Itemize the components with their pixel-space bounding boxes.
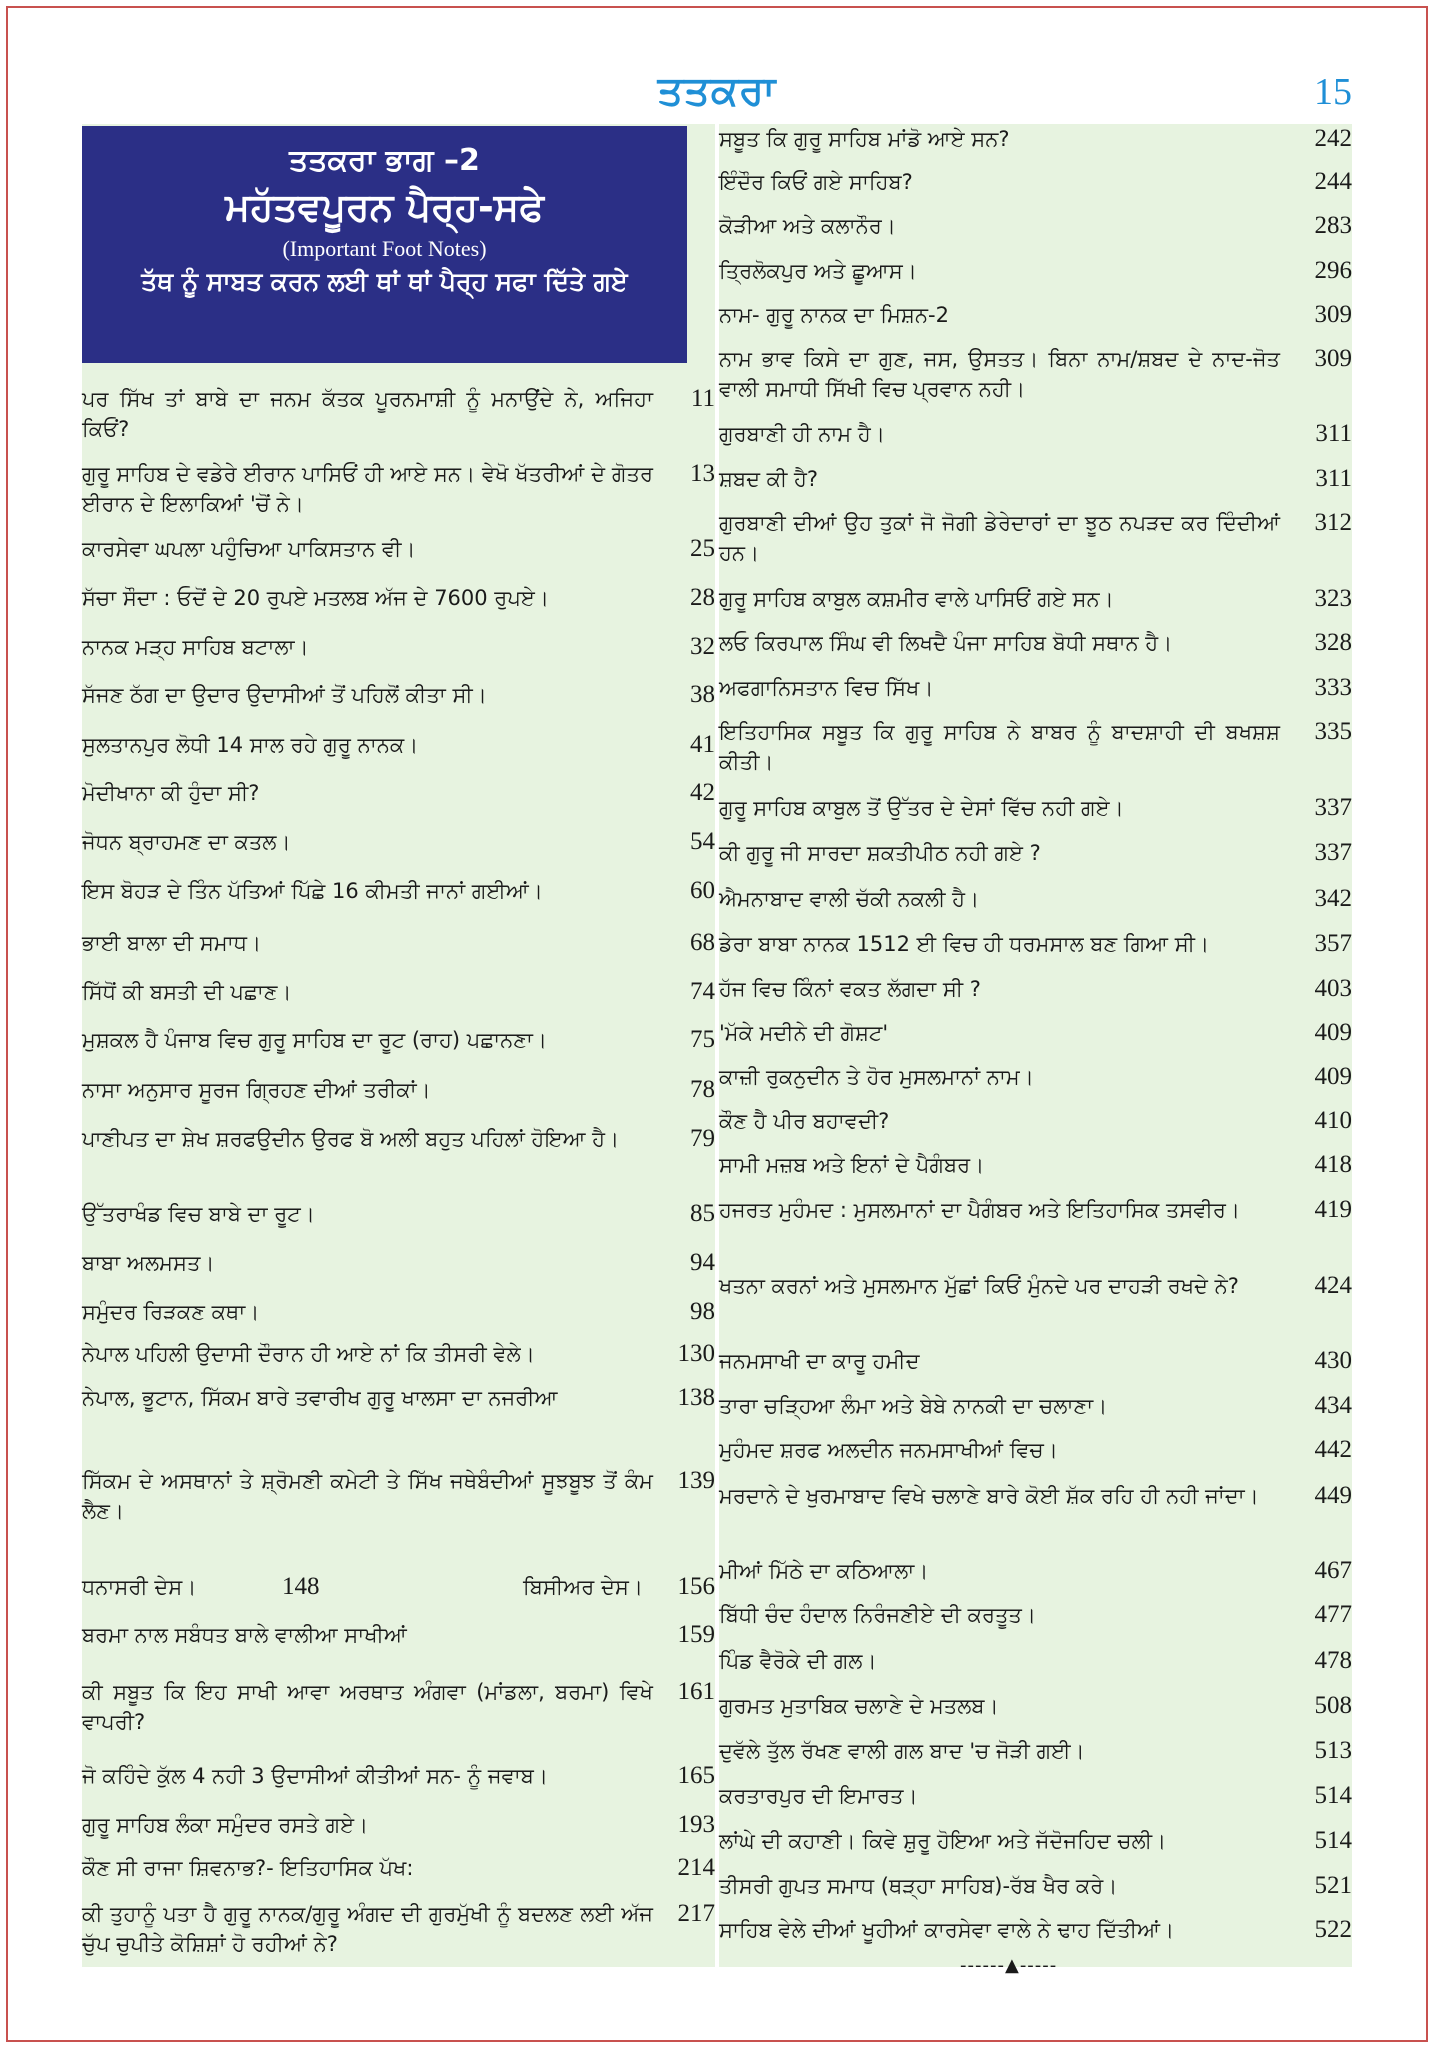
entry-title: ਇਸ ਬੋਹੜ ਦੇ ਤਿੰਨ ਪੱਤਿਆਂ ਪਿੱਛੇ 16 ਕੀਮਤੀ ਜਾਨਾਂ ਗਈਆਂ। [82, 879, 543, 903]
entry-page: 94 [690, 1249, 715, 1276]
entry-title: ਗੁਰਬਾਣੀ ਹੀ ਨਾਮ ਹੈ। [719, 422, 885, 446]
toc-entry[interactable] [719, 1346, 1352, 1376]
entry-title: ਬਰਮਾ ਨਾਲ ਸਬੰਧਤ ਬਾਲੇ ਵਾਲੀਆ ਸਾਖੀਆਂ [82, 1623, 407, 1647]
entry-page: 283 [1314, 212, 1352, 239]
entry-title: ਕੀ ਗੁਰੂ ਜੀ ਸਾਰਦਾ ਸ਼ਕਤੀਪੀਠ ਨਹੀ ਗਏ ? [719, 841, 1041, 865]
toc-entry[interactable] [719, 1781, 1352, 1811]
entry-title: ਲਾਂਘੇ ਦੀ ਕਹਾਣੀ। ਕਿਵੇ ਸ਼ੁਰੂ ਹੋਇਆ ਅਤੇ ਜੱਦੋਜਹਿਦ ਚਲੀ। [719, 1829, 1167, 1853]
entry-title: ਧਨਾਸਰੀ ਦੇਸ। [82, 1575, 197, 1599]
toc-entry[interactable] [719, 974, 1352, 1004]
section-subtitle: ਤੱਥ ਨੂੰ ਸਾਬਤ ਕਰਨ ਲਈ ਥਾਂ ਥਾਂ ਪੈਰ੍ਹ ਸਫਾ ਦਿੱਤੇ ਗਏ [141, 267, 628, 296]
entry-page: 357 [1314, 930, 1352, 957]
toc-entry[interactable] [719, 1195, 1352, 1225]
entry-title: ਪਿੰਡ ਵੈਰੋਕੇ ਦੀ ਗਲ। [719, 1649, 877, 1673]
entry-page: 242 [1314, 125, 1352, 152]
toc-entry[interactable] [719, 1600, 1352, 1630]
entry-page: 193 [677, 1811, 715, 1838]
entry-title: ਤਾਰਾ ਚੜ੍ਹਿਆ ਲੰਮਾ ਅਤੇ ਬੇਬੇ ਨਾਨਕੀ ਦਾ ਚਲਾਣਾ। [719, 1394, 1108, 1418]
entry-page: 342 [1314, 885, 1352, 912]
toc-entry[interactable] [82, 778, 715, 808]
toc-entry[interactable] [82, 730, 715, 760]
toc-entry[interactable] [719, 1106, 1352, 1136]
entry-page: 312 [1314, 509, 1352, 536]
entry-page: 521 [1314, 1872, 1352, 1899]
toc-entry[interactable] [719, 1271, 1352, 1301]
entry-page: 159 [677, 1621, 715, 1648]
toc-entry[interactable] [719, 717, 1352, 777]
entry-page: 139 [677, 1467, 715, 1494]
toc-entry[interactable] [719, 344, 1352, 404]
entry-title: ਗੁਰੂ ਸਾਹਿਬ ਲੰਕਾ ਸਮੁੰਦਰ ਰਸਤੇ ਗਏ। [82, 1813, 369, 1837]
entry-title: ਮਰਦਾਨੇ ਦੇ ਖੁਰਮਾਬਾਦ ਵਿਖੇ ਚਲਾਣੇ ਬਾਰੇ ਕੋਈ ਸ਼ੱਕ ਰਹਿ ਹੀ ਨਹੀ ਜਾਂਦਾ। [719, 1484, 1259, 1508]
toc-entry[interactable] [719, 167, 1352, 197]
entry-title: ਸਾਮੀ ਮਜ਼ਬ ਅਤੇ ਇਨਾਂ ਦੇ ਪੈਗੰਬਰ। [719, 1153, 985, 1177]
toc-entry[interactable] [719, 1435, 1352, 1465]
entry-page: 508 [1314, 1692, 1352, 1719]
entry-page: 311 [1315, 465, 1352, 492]
toc-entry[interactable] [82, 1025, 715, 1055]
entry-title: ਪਾਣੀਪਤ ਦਾ ਸ਼ੇਖ ਸ਼ਰਫਉਦੀਨ ਉਰਫ ਬੋ ਅਲੀ ਬਹੁਤ ਪਹਿਲਾਂ ਹੋਇਆ ਹੈ। [82, 1127, 620, 1151]
entry-page: 296 [1314, 257, 1352, 284]
toc-entry[interactable] [82, 1899, 715, 1959]
entry-title: ਕੌਣ ਹੈ ਪੀਰ ਬਹਾਵਦੀ? [719, 1109, 890, 1133]
toc-entry[interactable] [82, 583, 715, 613]
entry-title: ਹਜਰਤ ਮੁਹੰਮਦ : ਮੁਸਲਮਾਨਾਂ ਦਾ ਪੈਗੰਬਰ ਅਤੇ ਇਤਿਹਾਸਿਕ ਤਸਵੀਰ। [719, 1198, 1241, 1222]
entry-page: 410 [1314, 1107, 1352, 1134]
entry-page: 328 [1314, 629, 1352, 656]
toc-entry[interactable] [82, 534, 715, 564]
entry-title: ਤੀਸਰੀ ਗੁਪਤ ਸਮਾਧ (ਥੜ੍ਹਾ ਸਾਹਿਬ)-ਰੱਬ ਖੈਰ ਕਰੇ। [719, 1874, 1118, 1898]
entry-title: ਮੁਹੰਮਦ ਸ਼ਰਫ ਅਲਦੀਨ ਜਨਮਸਾਖੀਆਂ ਵਿਚ। [719, 1438, 1058, 1462]
toc-entry[interactable] [719, 1736, 1352, 1766]
entry-title: ਹੱਜ ਵਿਚ ਕਿੰਨਾਂ ਵਕਤ ਲੱਗਦਾ ਸੀ ? [719, 977, 981, 1001]
toc-entry[interactable] [82, 1339, 715, 1369]
entry-page: 28 [690, 584, 715, 611]
entry-page: 78 [690, 1076, 715, 1103]
entry-page: 38 [690, 681, 715, 708]
entry-title: ਨਾਮ ਭਾਵ ਕਿਸੇ ਦਾ ਗੁਣ, ਜਸ, ਉਸਤਤ। ਬਿਨਾ ਨਾਮ/ਸ਼ਬਦ ਦੇ ਨਾਦ-ਜੋਤ ਵਾਲੀ ਸਮਾਧੀ ਸਿੱਖੀ ਵਿਚ ਪ੍ਰਵਾਨ ਨਹੀ। [719, 347, 1280, 401]
entry-page: 11 [690, 385, 715, 412]
entry-page: 32 [690, 633, 715, 660]
entry-title: ਜੋ ਕਹਿੰਦੇ ਕੁੱਲ 4 ਨਹੀ 3 ਉਦਾਸੀਆਂ ਕੀਤੀਆਂ ਸਨ- ਨੂੰ ਜਵਾਬ। [82, 1764, 549, 1788]
entry-page: 449 [1314, 1482, 1352, 1509]
entry-title: ਗੁਰੂ ਸਾਹਿਬ ਕਾਬੁਲ ਕਸ਼ਮੀਰ ਵਾਲੇ ਪਾਸਿਓਂ ਗਏ ਸਨ। [719, 587, 1114, 611]
toc-entry[interactable] [719, 838, 1352, 868]
entry-title: ਬਿਸੀਅਰ ਦੇਸ। [523, 1575, 643, 1599]
entry-title: ਸਬੂਤ ਕਿ ਗੁਰੂ ਸਾਹਿਬ ਮਾਂਡੋ ਆਏ ਸਨ? [719, 127, 1010, 151]
entry-page: 514 [1314, 1782, 1352, 1809]
entry-title: ਬਾਬਾ ਅਲਮਸਤ। [82, 1251, 215, 1275]
section-header [82, 126, 687, 363]
entry-title: ਮੁਸ਼ਕਲ ਹੈ ਪੰਜਾਬ ਵਿਚ ਗੁਰੂ ਸਾਹਿਬ ਦਾ ਰੂਟ (ਰਾਹ) ਪਛਾਨਣਾ। [82, 1028, 548, 1052]
entry-page: 337 [1314, 794, 1352, 821]
entry-page: 409 [1314, 1063, 1352, 1090]
toc-entry[interactable] [719, 1481, 1352, 1511]
entry-title: ਮੋਦੀਖਾਨਾ ਕੀ ਹੁੰਦਾ ਸੀ? [82, 781, 260, 805]
entry-page: 478 [1314, 1647, 1352, 1674]
entry-title: ਸਮੁੰਦਰ ਰਿੜਕਣ ਕਥਾ। [82, 1300, 260, 1324]
toc-entry[interactable] [719, 1691, 1352, 1721]
toc-entry[interactable] [719, 793, 1352, 823]
entry-title: ਗੁਰੂ ਸਾਹਿਬ ਦੇ ਵਡੇਰੇ ਈਰਾਨ ਪਾਸਿਓਂ ਹੀ ਆਏ ਸਨ। ਵੇਖੋ ਖੱਤਰੀਆਂ ਦੇ ਗੋਤਰ ਈਰਾਨ ਦੇ ਇਲਾਕਿਆਂ 'ਚੋਂ ਨੇ। [82, 462, 653, 516]
entry-page: 333 [1314, 674, 1352, 701]
entry-title: ਮੀਆਂ ਮਿੱਠੇ ਦਾ ਕਠਿਆਲਾ। [719, 1559, 929, 1583]
toc-entry[interactable] [719, 884, 1352, 914]
entry-page: 442 [1314, 1436, 1352, 1463]
page-number: 15 [1314, 71, 1352, 113]
toc-entry[interactable] [719, 256, 1352, 286]
toc-entry[interactable] [82, 1761, 715, 1791]
entry-page: 42 [690, 779, 715, 806]
entry-page: 85 [690, 1200, 715, 1227]
toc-entry[interactable] [82, 1383, 715, 1413]
toc-entry[interactable] [82, 1810, 715, 1840]
entry-page: 68 [690, 929, 715, 956]
entry-title: ਭਾਈ ਬਾਲਾ ਦੀ ਸਮਾਧ। [82, 931, 262, 955]
toc-entry[interactable] [719, 1915, 1352, 1945]
entry-page: 309 [1314, 301, 1352, 328]
entry-page: 311 [1315, 420, 1352, 447]
entry-title: ਨੇਪਾਲ, ਭੂਟਾਨ, ਸਿੱਕਮ ਬਾਰੇ ਤਵਾਰੀਖ ਗੁਰੂ ਖਾਲਸਾ ਦਾ ਨਜਰੀਆ [82, 1386, 558, 1410]
entry-page: 335 [1314, 718, 1352, 745]
entry-title: ਸਿੱਧੋਂ ਕੀ ਬਸਤੀ ਦੀ ਪਛਾਣ। [82, 980, 292, 1004]
entry-page: 25 [690, 535, 715, 562]
entry-title: ਸੱਚਾ ਸੌਦਾ : ਓਦੋਂ ਦੇ 20 ਰੁਪਏ ਮਤਲਬ ਅੱਜ ਦੇ 7600 ਰੁਪਏ। [82, 586, 549, 610]
entry-page: 418 [1314, 1151, 1352, 1178]
entry-title: ਡੇਰਾ ਬਾਬਾ ਨਾਨਕ 1512 ਈ ਵਿਚ ਹੀ ਧਰਮਸਾਲ ਬਣ ਗਿਆ ਸੀ। [719, 932, 1210, 956]
entry-page: 60 [690, 877, 715, 904]
entry-page: 161 [677, 1678, 715, 1705]
entry-title: ਨਾਸਾ ਅਨੁਸਾਰ ਸੂਰਜ ਗ੍ਰਿਹਣ ਦੀਆਂ ਤਰੀਕਾਂ। [82, 1078, 431, 1102]
entry-title: ਕਾਜ਼ੀ ਰੁਕਨੁਦੀਨ ਤੇ ਹੋਰ ਮੁਸਲਮਾਨਾਂ ਨਾਮ। [719, 1065, 1034, 1089]
entry-title: ਪਰ ਸਿੱਖ ਤਾਂ ਬਾਬੇ ਦਾ ਜਨਮ ਕੱਤਕ ਪੂਰਨਮਾਸ਼ੀ ਨੂੰ ਮਨਾਉਂਦੇ ਨੇ, ਅਜਿਹਾ ਕਿਓਂ? [82, 387, 653, 441]
entry-page: 217 [677, 1900, 715, 1927]
entry-page: 156 [677, 1573, 715, 1600]
entry-page: 323 [1314, 585, 1352, 612]
toc-entry[interactable] [719, 464, 1352, 494]
entry-page: 138 [677, 1384, 715, 1411]
entry-page: 522 [1314, 1916, 1352, 1943]
toc-entry[interactable] [82, 1297, 715, 1327]
entry-page: 514 [1314, 1827, 1352, 1854]
toc-entry[interactable] [719, 1018, 1352, 1048]
left-column [82, 124, 715, 1967]
entry-title: ਇਤਿਹਾਸਿਕ ਸਬੂਤ ਕਿ ਗੁਰੂ ਸਾਹਿਬ ਨੇ ਬਾਬਰ ਨੂੰ ਬਾਦਸ਼ਾਹੀ ਦੀ ਬਖਸ਼ਸ਼ ਕੀਤੀ। [719, 720, 1280, 774]
entry-title: 'ਮੱਕੇ ਮਦੀਨੇ ਦੀ ਗੋਸ਼ਟ' [719, 1021, 889, 1045]
entry-page: 244 [1314, 168, 1352, 195]
entry-page: 214 [677, 1854, 715, 1881]
entry-title: ਉੱਤਰਾਖੰਡ ਵਿਚ ਬਾਬੇ ਦਾ ਰੂਟ। [82, 1202, 315, 1226]
toc-entry[interactable] [82, 1572, 715, 1602]
entry-title: ਸੁਲਤਾਨਪੁਰ ਲੋਧੀ 14 ਸਾਲ ਰਹੇ ਗੁਰੂ ਨਾਨਕ। [82, 733, 419, 757]
toc-entry[interactable] [82, 827, 715, 857]
entry-title: ਗੁਰਬਾਣੀ ਦੀਆਂ ਉਹ ਤੁਕਾਂ ਜੋ ਜੋਗੀ ਡੇਰੇਦਾਰਾਂ ਦਾ ਝੂਠ ਨਪੜਦ ਕਰ ਦਿੰਦੀਆਂ ਹਨ। [719, 511, 1280, 565]
entry-page: 13 [690, 460, 715, 487]
toc-entry[interactable] [82, 1620, 715, 1650]
entry-page: 74 [690, 978, 715, 1005]
entry-title: ਬਿੱਧੀ ਚੰਦ ਹੰਦਾਲ ਨਿਰੰਜਣੀਏ ਦੀ ਕਰਤੂਤ। [719, 1603, 1037, 1627]
toc-entry[interactable] [719, 628, 1352, 658]
toc-entry[interactable] [719, 1871, 1352, 1901]
toc-entry[interactable] [82, 1248, 715, 1278]
end-marker: ------▲----- [960, 1955, 1058, 1976]
toc-entry[interactable] [719, 1646, 1352, 1676]
toc-entry[interactable] [82, 1677, 715, 1737]
toc-entry[interactable] [82, 977, 715, 1007]
toc-entry[interactable] [82, 384, 715, 444]
toc-entry[interactable] [719, 419, 1352, 449]
toc-entry[interactable] [719, 584, 1352, 614]
entry-page: 467 [1314, 1557, 1352, 1584]
entry-page: 98 [690, 1298, 715, 1325]
entry-title: ਗੁਰਮਤ ਮੁਤਾਬਿਕ ਚਲਾਣੇ ਦੇ ਮਤਲਬ। [719, 1694, 999, 1718]
entry-title: ਤ੍ਰਿਲੋਕਪੁਰ ਅਤੇ ਛੂਆਸ। [719, 259, 917, 283]
toc-entry[interactable] [719, 673, 1352, 703]
entry-title: ਨਾਨਕ ਮੜ੍ਹ ਸਾਹਿਬ ਬਟਾਲਾ। [82, 635, 309, 659]
entry-title: ਦੁਵੱਲੇ ਤੁੱਲ ਰੱਖਣ ਵਾਲੀ ਗਲ ਬਾਦ 'ਚ ਜੋੜੀ ਗਈ। [719, 1739, 1085, 1763]
entry-title: ਅਫਗਾਨਿਸਤਾਨ ਵਿਚ ਸਿੱਖ। [719, 676, 934, 700]
entry-title: ਕੀ ਤੁਹਾਨੂੰ ਪਤਾ ਹੈ ਗੁਰੂ ਨਾਨਕ/ਗੁਰੂ ਅੰਗਦ ਦੀ ਗੁਰਮੁੱਖੀ ਨੂੰ ਬਦਲਣ ਲਈ ਅੱਜ ਚੁੱਪ ਚੁਪੀਤੇ ਕੋਸ਼ਿਸ਼ਾਂ ਹੋ ਰਹੀਆਂ ਨੇ? [82, 1902, 653, 1956]
toc-entry[interactable] [719, 929, 1352, 959]
entry-page: 54 [690, 828, 715, 855]
entry-title: ਸ਼ਬਦ ਕੀ ਹੈ? [719, 467, 819, 491]
toc-entry[interactable] [719, 124, 1352, 154]
entry-page: 477 [1314, 1601, 1352, 1628]
toc-entry[interactable] [82, 1853, 715, 1883]
right-column [719, 124, 1352, 1967]
toc-entry[interactable] [719, 1150, 1352, 1180]
section-main-title: ਮਹੱਤਵਪੂਰਨ ਪੈਰ੍ਹ-ਸਫੇ [225, 185, 544, 229]
entry-page: 79 [690, 1125, 715, 1152]
toc-entry[interactable] [719, 508, 1352, 568]
toc-entry[interactable] [82, 1199, 715, 1229]
entry-page: 148 [282, 1573, 320, 1600]
entry-title: ਸਿੱਕਮ ਦੇ ਅਸਥਾਨਾਂ ਤੇ ਸ਼੍ਰੋਮਣੀ ਕਮੇਟੀ ਤੇ ਸਿੱਖ ਜਥੇਬੰਦੀਆਂ ਸੂਝਬੂਝ ਤੋਂ ਕੰਮ ਲੈਣ। [82, 1469, 653, 1523]
entry-page: 41 [690, 731, 715, 758]
entry-title: ਇੰਦੌਰ ਕਿਓਂ ਗਏ ਸਾਹਿਬ? [719, 170, 913, 194]
entry-title: ਐਮਨਾਬਾਦ ਵਾਲੀ ਚੱਕੀ ਨਕਲੀ ਹੈ। [719, 887, 980, 911]
entry-title: ਸੱਜਣ ਠੱਗ ਦਾ ਉਦਾਰ ਉਦਾਸੀਆਂ ਤੋਂ ਪਹਿਲੋਂ ਕੀਤਾ ਸੀ। [82, 683, 487, 707]
page-title: ਤਤਕਰਾ [657, 68, 777, 114]
toc-entry[interactable] [82, 459, 715, 519]
toc-entry[interactable] [82, 680, 715, 710]
entry-page: 434 [1314, 1392, 1352, 1419]
entry-page: 424 [1314, 1272, 1352, 1299]
entry-page: 165 [677, 1762, 715, 1789]
entry-title: ਲਓ ਕਿਰਪਾਲ ਸਿੰਘ ਵੀ ਲਿਖਦੈ ਪੰਜਾ ਸਾਹਿਬ ਬੋਧੀ ਸਥਾਨ ਹੈ। [719, 631, 1173, 655]
entry-title: ਕਾਰਸੇਵਾ ਘਪਲਾ ਪਹੁੰਚਿਆ ਪਾਕਿਸਤਾਨ ਵੀ। [82, 537, 416, 561]
entry-page: 337 [1314, 839, 1352, 866]
toc-entry[interactable] [719, 1062, 1352, 1092]
entry-title: ਕੋੜੀਆ ਅਤੇ ਕਲਾਨੌਰ। [719, 214, 896, 238]
toc-entry[interactable] [82, 1124, 715, 1154]
entry-title: ਜਨਮਸਾਖੀ ਦਾ ਕਾਰੂ ਹਮੀਦ [719, 1349, 920, 1373]
entry-title: ਸਾਹਿਬ ਵੇਲੇ ਦੀਆਂ ਖੂਹੀਆਂ ਕਾਰਸੇਵਾ ਵਾਲੇ ਨੇ ਢਾਹ ਦਿੱਤੀਆਂ। [719, 1918, 1175, 1942]
toc-entry[interactable] [82, 928, 715, 958]
entry-title: ਨੇਪਾਲ ਪਹਿਲੀ ਉਦਾਸੀ ਦੌਰਾਨ ਹੀ ਆਏ ਨਾਂ ਕਿ ਤੀਸਰੀ ਵੇਲੇ। [82, 1342, 535, 1366]
entry-title: ਜੋਧਨ ਬ੍ਰਾਹਮਣ ਦਾ ਕਤਲ। [82, 830, 291, 854]
entry-page: 75 [690, 1026, 715, 1053]
toc-entry[interactable] [82, 1466, 715, 1526]
entry-page: 430 [1314, 1347, 1352, 1374]
entry-page: 403 [1314, 975, 1352, 1002]
entry-title: ਨਾਮ- ਗੁਰੂ ਨਾਨਕ ਦਾ ਮਿਸ਼ਨ-2 [719, 303, 949, 327]
entry-title: ਗੁਰੂ ਸਾਹਿਬ ਕਾਬੁਲ ਤੋਂ ਉੱਤਰ ਦੇ ਦੇਸਾਂ ਵਿੱਚ ਨਹੀ ਗਏ। [719, 796, 1124, 820]
entry-title: ਕੌਣ ਸੀ ਰਾਜਾ ਸ਼ਿਵਨਾਭ?- ਇਤਿਹਾਸਿਕ ਪੱਖ: [82, 1856, 414, 1880]
toc-entry[interactable] [82, 1075, 715, 1105]
entry-page: 513 [1314, 1737, 1352, 1764]
toc-entry[interactable] [719, 1391, 1352, 1421]
entry-page: 409 [1314, 1019, 1352, 1046]
entry-page: 130 [677, 1340, 715, 1367]
entry-title: ਕਰਤਾਰਪੁਰ ਦੀ ਇਮਾਰਤ। [719, 1784, 918, 1808]
entry-page: 419 [1314, 1196, 1352, 1223]
toc-entry[interactable] [719, 1826, 1352, 1856]
entry-page: 309 [1314, 345, 1352, 372]
toc-entry[interactable] [719, 300, 1352, 330]
entry-title: ਖਤਨਾ ਕਰਨਾਂ ਅਤੇ ਮੁਸਲਮਾਨ ਮੁੱਛਾਂ ਕਿਓਂ ਮੁੰਨਦੇ ਪਰ ਦਾਹੜੀ ਰਖਦੇ ਨੇ? [719, 1274, 1239, 1298]
section-english-title: (Important Foot Notes) [282, 236, 487, 261]
section-part-label: ਤਤਕਰਾ ਭਾਗ –2 [289, 143, 480, 178]
toc-entry[interactable] [719, 211, 1352, 241]
toc-entry[interactable] [719, 1556, 1352, 1586]
toc-entry[interactable] [82, 876, 715, 906]
entry-title: ਕੀ ਸਬੂਤ ਕਿ ਇਹ ਸਾਖੀ ਆਵਾ ਅਰਥਾਤ ਅੰਗਵਾ (ਮਾਂਡਲਾ, ਬਰਮਾ) ਵਿਖੇ ਵਾਪਰੀ? [82, 1680, 653, 1734]
toc-entry[interactable] [82, 632, 715, 662]
